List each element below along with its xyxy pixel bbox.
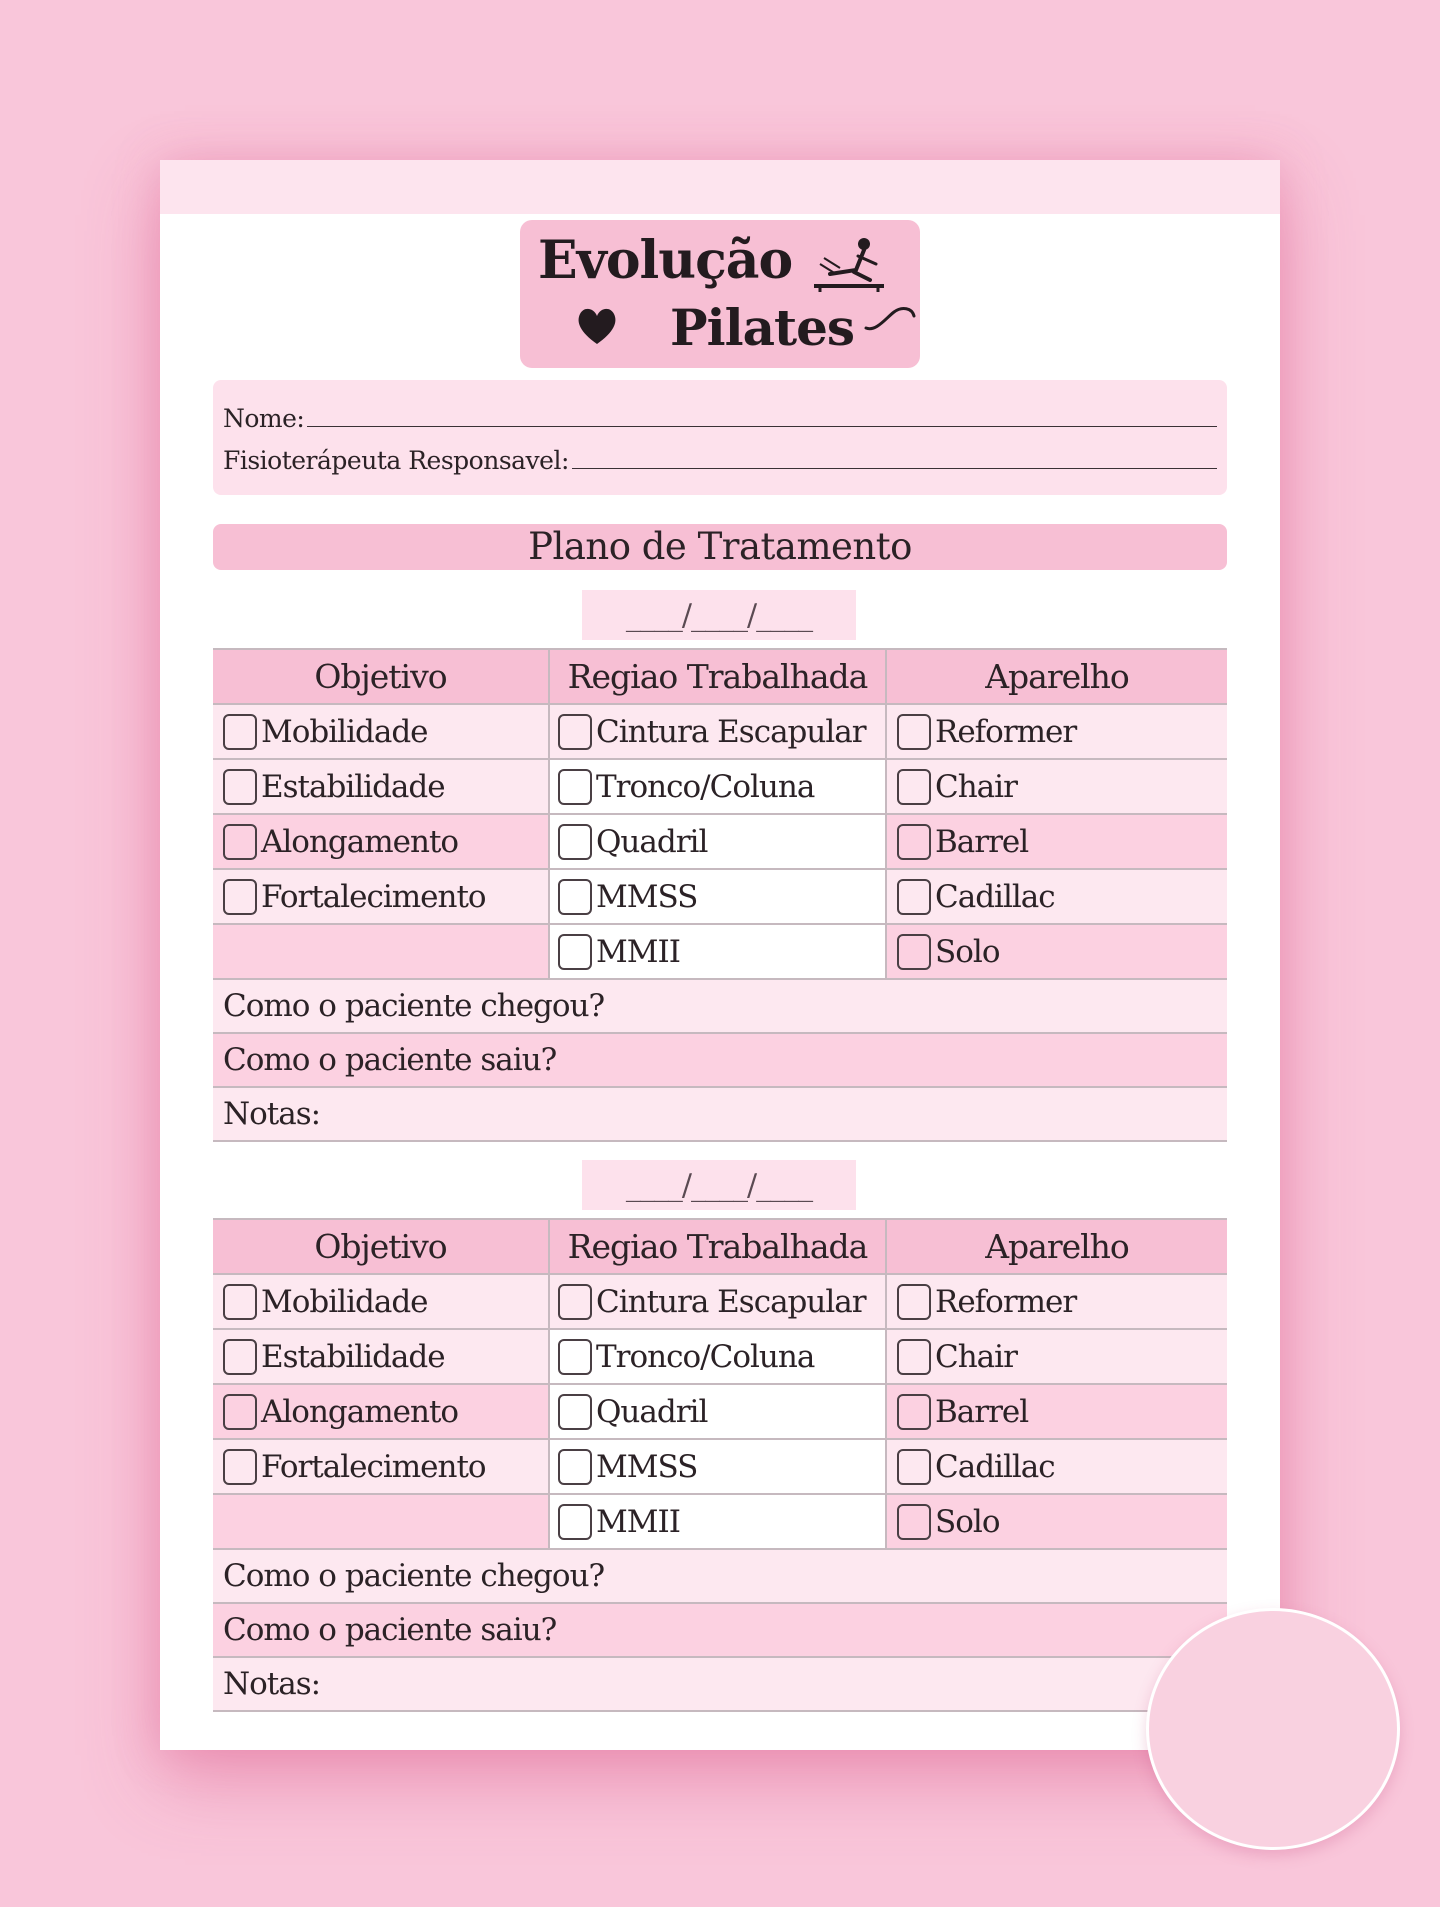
regiao-option[interactable] [550,1440,887,1493]
regiao-option[interactable] [550,705,887,758]
checkbox[interactable] [558,934,592,970]
aparelho-option[interactable] [887,925,1227,978]
decorative-circle [1146,1608,1400,1850]
question-arrived[interactable]: Como o paciente chegou? [213,980,1227,1034]
option-label: Cintura Escapular [596,1283,866,1320]
option-label: Cadillac [935,1448,1055,1485]
objetivo-option[interactable] [213,1275,550,1328]
objetivo-option[interactable] [213,870,550,923]
regiao-option[interactable] [550,1275,887,1328]
checkbox[interactable] [223,1394,257,1430]
regiao-option[interactable] [550,870,887,923]
option-label: Tronco/Coluna [596,768,815,805]
checkbox[interactable] [897,1394,931,1430]
table-row [213,815,1227,870]
form-sheet [160,160,1280,1750]
regiao-option[interactable] [550,925,887,978]
checkbox[interactable] [223,1449,257,1485]
table-row [213,1330,1227,1385]
checkbox[interactable] [897,1449,931,1485]
checkbox[interactable] [897,714,931,750]
column-header-aparelho: Aparelho [985,657,1129,696]
checkbox[interactable] [558,769,592,805]
option-label: Reformer [935,713,1077,750]
therapist-row [223,446,1217,475]
checkbox[interactable] [223,714,257,750]
treatment-table-1 [213,648,1227,1142]
checkbox[interactable] [558,714,592,750]
option-label: Mobilidade [261,713,428,750]
date-field[interactable]: ____/____/____ [582,590,856,640]
option-label: Cadillac [935,878,1055,915]
option-label: Barrel [935,1393,1029,1430]
regiao-option[interactable] [550,1330,887,1383]
checkbox[interactable] [223,1284,257,1320]
checkbox[interactable] [558,1284,592,1320]
checkbox[interactable] [558,1504,592,1540]
option-label: Fortalecimento [261,878,486,915]
question-left[interactable]: Como o paciente saiu? [213,1604,1227,1658]
aparelho-option[interactable] [887,1330,1227,1383]
aparelho-option[interactable] [887,1275,1227,1328]
column-header-objetivo: Objetivo [213,1220,550,1273]
table-row [213,870,1227,925]
notes-field[interactable]: Notas: [213,1658,1227,1712]
option-label: Alongamento [261,1393,459,1430]
notes-field[interactable]: Notas: [213,1088,1227,1142]
option-label: Chair [935,1338,1017,1375]
regiao-option[interactable] [550,1495,887,1548]
aparelho-option[interactable] [887,1385,1227,1438]
option-label: Cintura Escapular [596,713,866,750]
option-label: Quadril [596,823,708,860]
option-label: Tronco/Coluna [596,1338,815,1375]
top-band [160,160,1280,214]
table-row [213,1385,1227,1440]
pilates-reformer-icon [810,234,888,294]
checkbox[interactable] [897,934,931,970]
treatment-table-2 [213,1218,1227,1712]
question-left[interactable]: Como o paciente saiu? [213,1034,1227,1088]
table-row [213,705,1227,760]
checkbox[interactable] [558,879,592,915]
title-line-1: Evolução [538,230,793,291]
checkbox[interactable] [223,879,257,915]
checkbox[interactable] [223,1339,257,1375]
checkbox[interactable] [897,824,931,860]
empty-cell [213,1495,550,1548]
checkbox[interactable] [897,1339,931,1375]
title-box [520,220,920,368]
option-label: Solo [935,1503,1000,1540]
name-row [223,404,1217,433]
option-label: Alongamento [261,823,459,860]
aparelho-option[interactable] [887,1495,1227,1548]
option-label: MMSS [596,1448,698,1485]
aparelho-option[interactable] [887,1440,1227,1493]
date-field[interactable]: ____/____/____ [582,1160,856,1210]
table-row [213,1440,1227,1495]
checkbox[interactable] [558,1339,592,1375]
heart-icon [572,302,622,348]
objetivo-option[interactable] [213,1330,550,1383]
option-label: MMSS [596,878,698,915]
table-header [213,648,1227,705]
checkbox[interactable] [558,1394,592,1430]
option-label: MMII [596,933,680,970]
objetivo-option[interactable] [213,760,550,813]
checkbox[interactable] [558,1449,592,1485]
objetivo-option[interactable] [213,1385,550,1438]
plan-title: Plano de Tratamento [213,524,1227,570]
checkbox[interactable] [897,769,931,805]
column-header-regiao: Regiao Trabalhada [550,1220,887,1273]
checkbox[interactable] [897,879,931,915]
objetivo-option[interactable] [213,1440,550,1493]
checkbox[interactable] [897,1504,931,1540]
option-label: MMII [596,1503,680,1540]
regiao-option[interactable] [550,1385,887,1438]
table-header [213,1218,1227,1275]
therapist-field[interactable] [572,468,1217,469]
option-label: Chair [935,768,1017,805]
empty-cell [213,925,550,978]
table-row [213,760,1227,815]
question-arrived[interactable]: Como o paciente chegou? [213,1550,1227,1604]
column-header-regiao: Regiao Trabalhada [550,650,887,703]
column-header-objetivo: Objetivo [213,650,550,703]
regiao-option[interactable] [550,760,887,813]
regiao-option[interactable] [550,815,887,868]
table-row [213,1275,1227,1330]
objetivo-option[interactable] [213,815,550,868]
column-header-aparelho: Aparelho [985,1227,1129,1266]
checkbox[interactable] [897,1284,931,1320]
name-label: Nome: [223,404,305,433]
option-label: Barrel [935,823,1029,860]
checkbox[interactable] [223,824,257,860]
title-line-2: Pilates [670,298,855,357]
option-label: Mobilidade [261,1283,428,1320]
option-label: Fortalecimento [261,1448,486,1485]
option-label: Reformer [935,1283,1077,1320]
table-row [213,925,1227,980]
objetivo-option[interactable] [213,705,550,758]
option-label: Solo [935,933,1000,970]
option-label: Estabilidade [261,1338,445,1375]
checkbox[interactable] [223,769,257,805]
option-label: Estabilidade [261,768,445,805]
aparelho-option[interactable] [887,705,1227,758]
name-field[interactable] [307,426,1217,427]
option-label: Quadril [596,1393,708,1430]
aparelho-option[interactable] [887,870,1227,923]
therapist-label: Fisioterápeuta Responsavel: [223,446,569,475]
aparelho-option[interactable] [887,760,1227,813]
checkbox[interactable] [558,824,592,860]
table-row [213,1495,1227,1550]
swirl-icon [864,298,916,334]
patient-info-box [213,380,1227,495]
aparelho-option[interactable] [887,815,1227,868]
